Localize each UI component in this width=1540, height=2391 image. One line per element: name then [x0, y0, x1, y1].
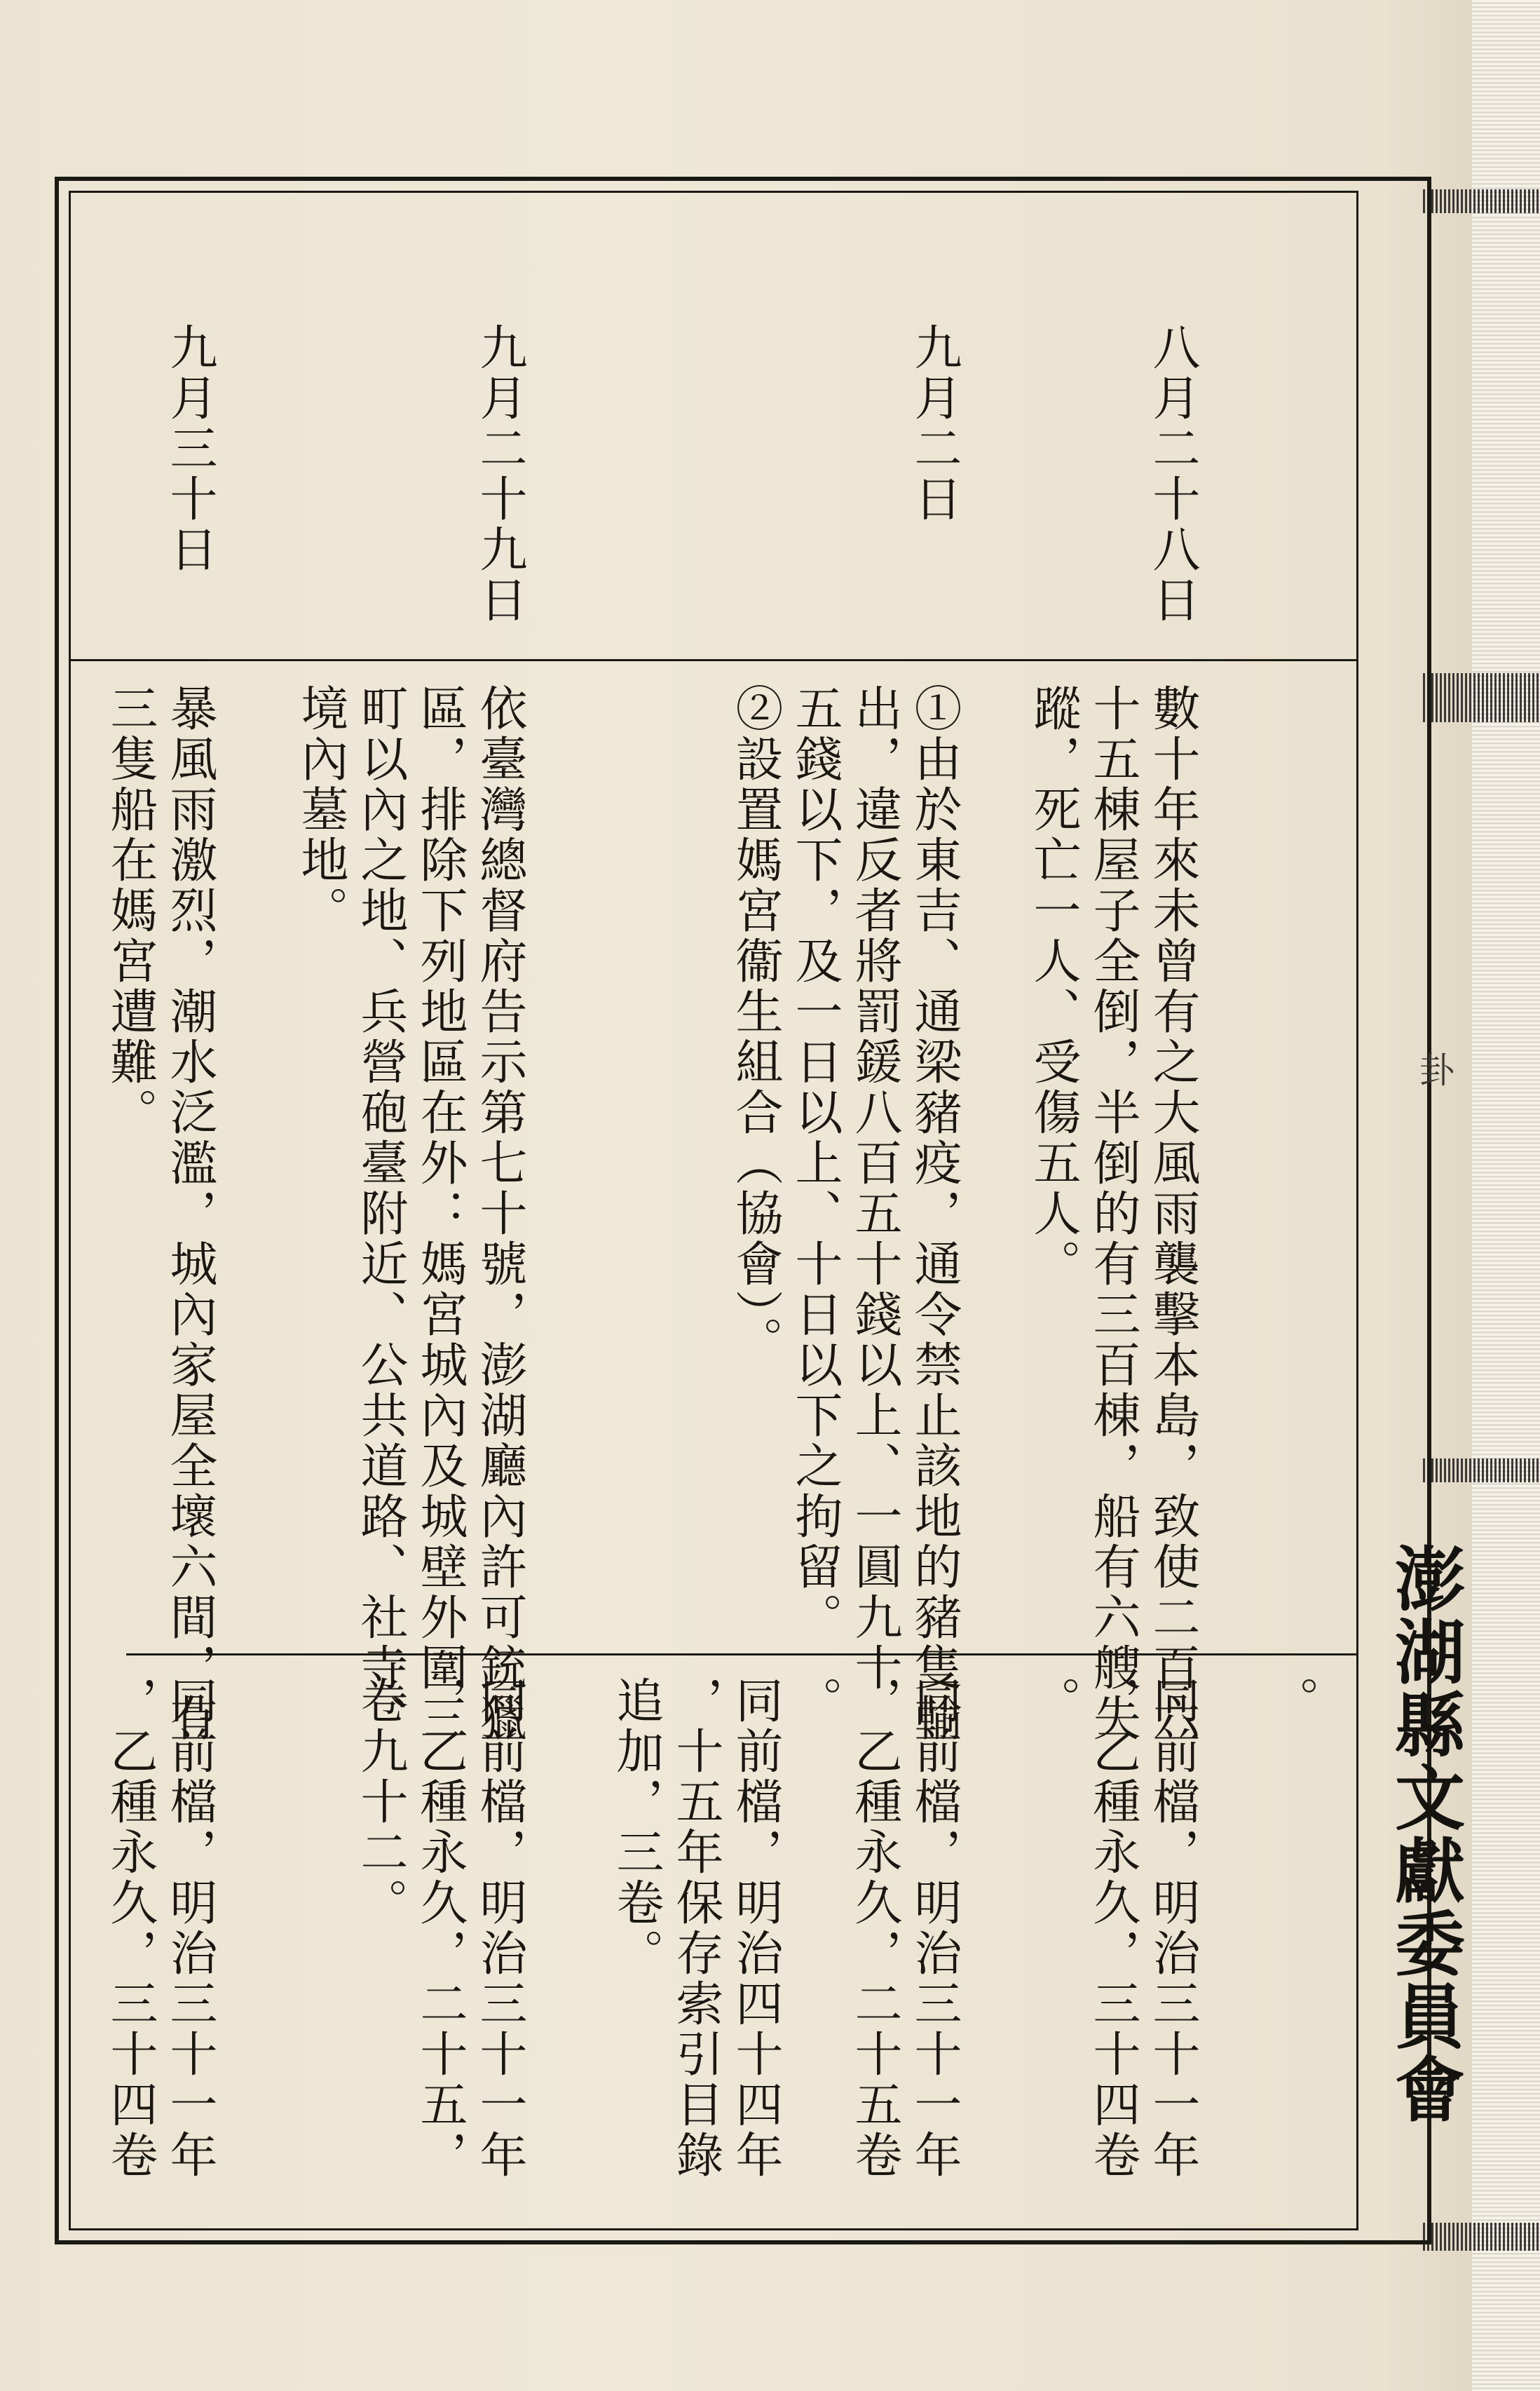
- edge-mark-top: [1423, 189, 1540, 213]
- source-2-line-1: 同前檔，明治三十一年: [906, 1676, 962, 2181]
- event-4-line-1: 暴風雨激烈，潮水泛濫，城內家屋全壞六間，有: [162, 684, 217, 1744]
- source-4-line-1: 同前檔，明治三十一年: [472, 1676, 527, 2181]
- source-1-line-2: ，乙種永久，三十四卷: [1085, 1676, 1140, 2181]
- event-2-line-4: ②設置媽宮衞生組合（協會）。: [728, 684, 783, 1367]
- source-5-line-1: 同前檔，明治三十一年: [162, 1676, 217, 2181]
- date-event-divider: [69, 659, 1358, 661]
- event-1-line-2: 十五棟屋子全倒，半倒的有三百棟，船有六艘失: [1085, 684, 1140, 1744]
- event-1-line-1: 數十年來未曾有之大風雨襲擊本島，致使二百六: [1145, 684, 1200, 1744]
- carryover-mark: 。: [1264, 1676, 1319, 1726]
- source-5-line-2: ，乙種永久，三十四卷: [102, 1676, 158, 2181]
- date-entry-1: 八月二十八日: [1145, 323, 1200, 625]
- source-4-line-2: ，乙種永久，二十五，: [412, 1676, 468, 2181]
- event-3-line-2: 區，排除下列地區在外：媽宮城內及城壁外圍三: [412, 684, 468, 1744]
- edge-mark-lower: [1423, 1458, 1540, 1482]
- date-entry-4: 九月三十日: [162, 323, 217, 575]
- page-edge-stack: [1472, 0, 1540, 2391]
- source-2-line-2: ，乙種永久，二十五卷: [847, 1676, 902, 2181]
- source-3-line-3: 追加，三卷。: [608, 1676, 664, 1979]
- date-entry-3: 九月二十九日: [472, 323, 527, 625]
- side-title: 澎湖縣文獻委員會: [1383, 1543, 1466, 2126]
- edge-mark-middle: [1423, 673, 1540, 722]
- event-3-line-4: 境內墓地。: [293, 684, 348, 936]
- event-1-line-3: 蹤，死亡一人、受傷五人。: [1025, 684, 1081, 1289]
- event-3-line-1: 依臺灣總督府告示第七十號，澎湖廳內許可銃獵: [472, 684, 527, 1744]
- source-3-line-1: 同前檔，明治四十四年: [728, 1676, 783, 2181]
- side-mark: 卦: [1414, 1052, 1454, 1087]
- source-4-line-3: 卷九十二。: [353, 1676, 408, 1928]
- event-4-line-2: 三隻船在媽宮遭難。: [102, 684, 158, 1138]
- event-2-line-2: 出，違反者將罰鍰八百五十錢以上、一圓九十: [847, 684, 902, 1693]
- date-entry-2: 九月二日: [906, 323, 962, 524]
- source-1-line-3: 。: [1025, 1676, 1081, 1726]
- edge-mark-bottom: [1423, 2223, 1540, 2251]
- source-2-line-3: 。: [787, 1676, 843, 1726]
- event-2-line-3: 五錢以下，及一日以上、十日以下之拘留。: [787, 684, 843, 1643]
- source-1-line-1: 同前檔，明治三十一年: [1145, 1676, 1200, 2181]
- event-3-line-3: 町以內之地、兵營砲臺附近、公共道路、社寺、: [353, 684, 408, 1744]
- source-3-line-2: ，十五年保存索引目錄: [668, 1676, 723, 2181]
- event-2-line-1: ①由於東吉、通梁豬疫，通令禁止該地的豬隻輸: [906, 684, 962, 1744]
